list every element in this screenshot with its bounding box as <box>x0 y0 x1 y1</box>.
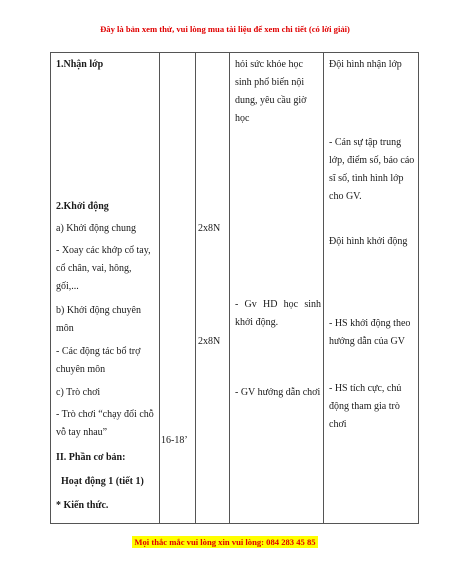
column-divider <box>323 53 324 523</box>
preview-banner: Đây là bản xem thử, vui lòng mua tài liệu để xem chi tiết (có lời giải) <box>100 24 350 34</box>
game-name-text: - Trò chơi “chạy đổi chỗ vỗ tay nhau” <box>56 409 154 438</box>
knowledge-title: * Kiến thức. <box>56 500 109 511</box>
special-moves-text: - Các động tác bổ trợ chuyên môn <box>56 346 141 375</box>
formation-warmup: Đội hình khởi động <box>329 236 408 247</box>
teacher-guide-game: - GV hướng dẫn chơi <box>235 387 321 398</box>
basic-part-title: II. Phần cơ bản: <box>56 452 126 463</box>
contact-footer <box>0 537 450 547</box>
game-label: c) Trò chơi <box>56 387 101 398</box>
activity-1-title: Hoạt động 1 (tiết 1) <box>61 476 144 487</box>
lesson-plan-table <box>50 52 419 524</box>
warmup-general-label: a) Khởi động chung <box>56 223 136 234</box>
formation-receive-class: Đội hình nhận lớp <box>329 59 402 70</box>
warmup-special-label: b) Khởi động chuyên môn <box>56 305 141 334</box>
reps-value: 2x8N <box>198 336 221 347</box>
section-receive-class-title: 1.Nhận lớp <box>56 59 104 70</box>
teacher-health-check: hỏi sức khỏe học sinh phổ biến nội dung, yêu cầu giờ học <box>235 59 307 124</box>
column-divider <box>229 53 230 523</box>
column-divider <box>195 53 196 523</box>
monitor-report-text: - Cán sự tập trung lớp, điểm số, báo cáo sĩ số, tình hình lớp cho GV. <box>329 137 415 202</box>
teacher-guide-warmup: - Gv HD học sinh khởi động. <box>235 299 321 328</box>
footer-text: Mọi thắc mắc vui lòng xin vui lòng: 084 283 45 85 <box>134 537 316 547</box>
time-value: 16-18’ <box>161 435 188 446</box>
section-warmup-title: 2.Khởi động <box>56 201 109 212</box>
rotate-joints-text: - Xoay các khớp cổ tay, cổ chân, vai, hông, gối,... <box>56 245 151 292</box>
hs-warmup-text: - HS khởi động theo hướng dẫn của GV <box>329 318 411 347</box>
hs-active-text: - HS tích cực, chủ động tham gia trò chơi <box>329 383 402 430</box>
reps-value: 2x8N <box>198 223 221 234</box>
column-divider <box>159 53 160 523</box>
